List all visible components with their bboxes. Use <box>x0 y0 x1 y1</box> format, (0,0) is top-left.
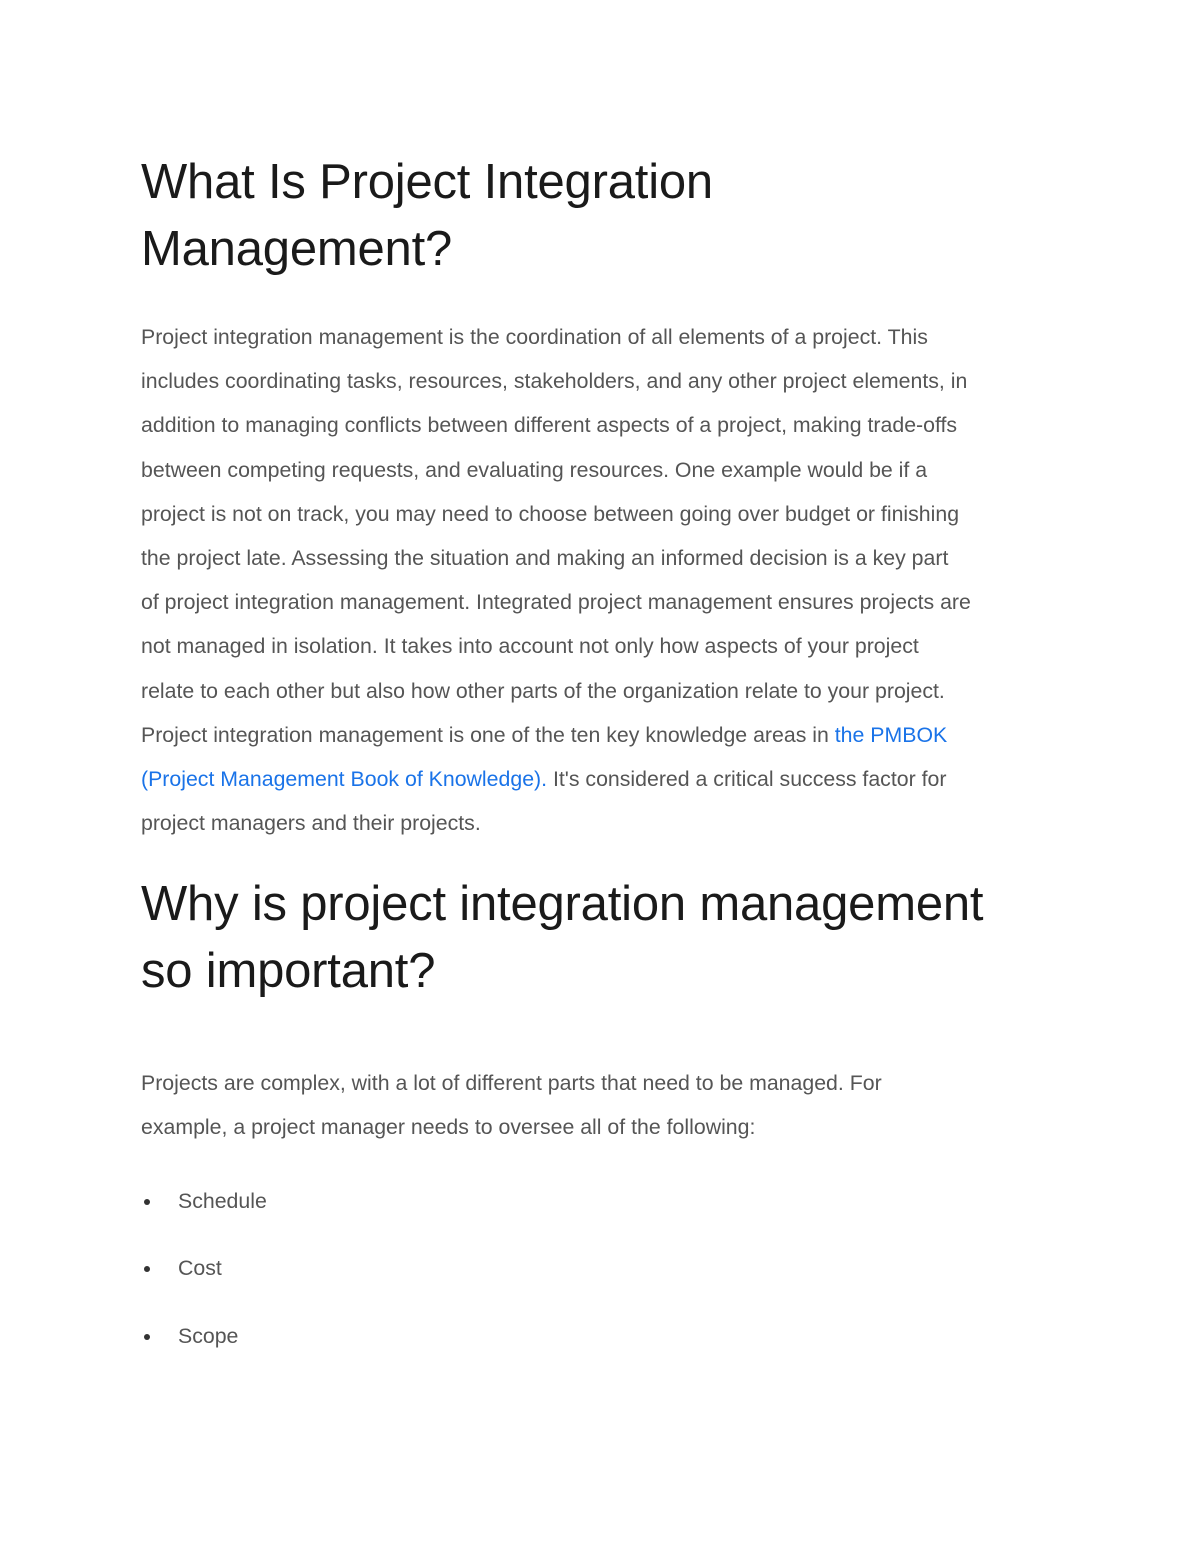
paragraph-definition <box>141 315 1066 845</box>
paragraph-text: Project integration management is one of the ten key knowledge areas in <box>141 722 835 747</box>
paragraph-line: Projects are complex, with a lot of different parts that need to be managed. For <box>141 1071 882 1095</box>
pmbok-link-continued[interactable]: (Project Management Book of Knowledge). <box>141 767 548 792</box>
paragraph-line: project is not on track, you may need to choose between going over budget or finishing <box>141 501 960 526</box>
paragraph-line <box>141 757 1066 801</box>
paragraph-line: relate to each other but also how other parts of the organization relate to your project. <box>141 678 945 703</box>
paragraph-line <box>141 713 1066 757</box>
heading-why-important <box>141 871 983 1005</box>
heading-line: so important? <box>141 944 436 998</box>
pmbok-link[interactable]: the PMBOK <box>834 722 948 747</box>
bullet-icon <box>144 1334 150 1340</box>
heading-line: What Is Project Integration <box>141 155 713 209</box>
bullet-icon <box>144 1199 150 1205</box>
heading-line: Why is project integration management <box>141 877 984 931</box>
heading-what-is-pim <box>141 149 713 283</box>
bullet-icon <box>144 1266 150 1272</box>
paragraph-text: It's considered a critical success factor for <box>547 767 947 792</box>
list-item-label: Schedule <box>178 1189 267 1213</box>
paragraph-intro <box>141 1061 1066 1149</box>
paragraph-line: project managers and their projects. <box>141 811 481 836</box>
list-item-label: Scope <box>178 1324 239 1348</box>
paragraph-line: addition to managing conflicts between different aspects of a project, making trade-offs <box>141 413 958 438</box>
heading-line: Management? <box>141 222 453 276</box>
list-item-label: Cost <box>178 1256 222 1280</box>
paragraph-line: of project integration management. Integrated project management ensures projects are <box>141 590 971 615</box>
paragraph-line: not managed in isolation. It takes into account not only how aspects of your project <box>141 634 919 659</box>
paragraph-line: the project late. Assessing the situation and making an informed decision is a key part <box>141 546 949 571</box>
paragraph-line: between competing requests, and evaluating resources. One example would be if a <box>141 457 928 482</box>
paragraph-line: example, a project manager needs to oversee all of the following: <box>141 1115 756 1140</box>
paragraph-line: includes coordinating tasks, resources, stakeholders, and any other project elements, in <box>141 369 968 394</box>
paragraph-line: Project integration management is the coordination of all elements of a project. This <box>141 325 928 349</box>
